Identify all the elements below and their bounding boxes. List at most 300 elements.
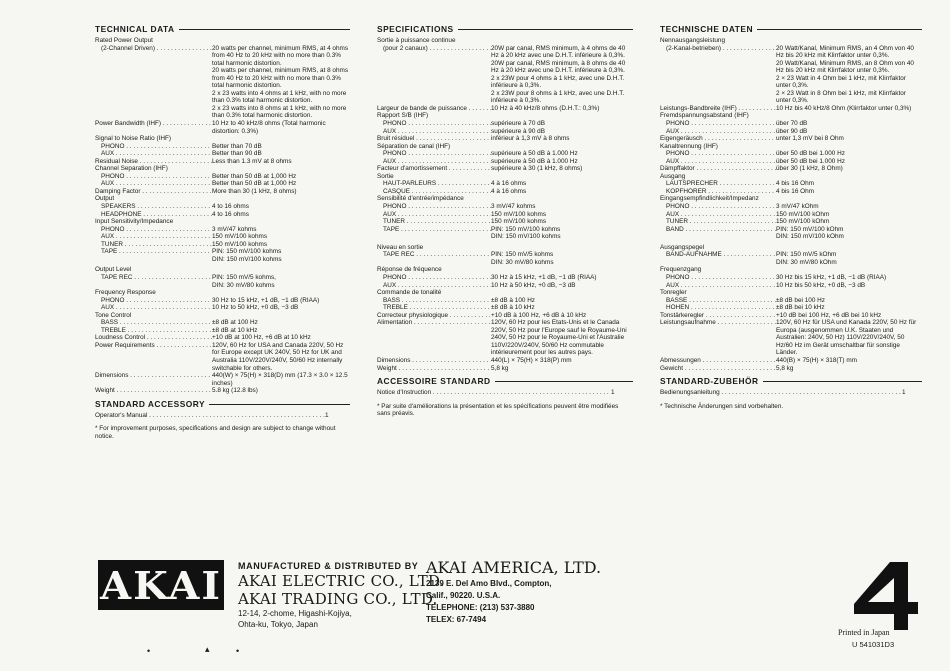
section-title: TECHNISCHE DATEN bbox=[660, 24, 922, 35]
spec-label: Séparation de canal (IHF) bbox=[377, 142, 451, 150]
company-electric: AKAI ELECTRIC CO., LTD. bbox=[238, 572, 445, 590]
spec-row bbox=[660, 274, 922, 282]
spec-label: TAPE REC . . . bbox=[95, 274, 212, 282]
spec-row bbox=[377, 319, 633, 357]
spec-label: BASS . . . bbox=[377, 297, 491, 305]
spec-value: 5,8 kg bbox=[491, 364, 509, 372]
registration-mark: ▴ bbox=[205, 644, 210, 654]
spec-row bbox=[660, 105, 922, 113]
spec-label bbox=[660, 60, 776, 75]
spec-row bbox=[95, 150, 350, 158]
spec-row bbox=[377, 251, 633, 259]
spec-list bbox=[377, 37, 633, 372]
spec-label bbox=[95, 90, 212, 105]
spec-label: AUX . . . bbox=[377, 128, 491, 136]
spec-label bbox=[660, 75, 776, 90]
spec-value: DIN: 150 mV/100 kohms bbox=[491, 233, 561, 241]
spec-value: 120V, 60 Hz für USA und Kanada 220V, 50 Hz für Europa (ausgenommen U.K. Staaten und Australien: 240V, 50 Hz) 110V/220V/240V, 50 Hz/60 Hz im Gerät umschaltbar für sonstige Länder. bbox=[776, 319, 917, 357]
spec-list bbox=[660, 37, 922, 372]
spec-value: 150 mV/100 kOhm bbox=[776, 218, 830, 226]
spec-row bbox=[95, 342, 350, 372]
spec-value bbox=[212, 195, 350, 203]
spec-label: AUX . . . bbox=[377, 158, 491, 166]
spec-value bbox=[491, 289, 633, 297]
spec-label: AUX . . . bbox=[95, 150, 212, 158]
america-address-2: Calif., 90220. U.S.A. bbox=[426, 591, 501, 600]
spec-label: Facteur d'amortissement . . . bbox=[377, 165, 491, 173]
spec-value: ±8 dB à 100 Hz bbox=[491, 296, 536, 304]
specifications-column bbox=[377, 24, 633, 418]
spec-value: DIN: 150 mV/100 kohms bbox=[212, 255, 282, 263]
spec-value: 10 Hz to 50 kHz, +0 dB, −3 dB bbox=[212, 304, 299, 312]
spec-row bbox=[377, 37, 633, 45]
spec-label: PHONO . . . bbox=[95, 297, 212, 305]
spec-row bbox=[660, 319, 922, 357]
spec-value: 120V, 60 Hz pour les Etats-Unis et le Canada 220V, 50 Hz pour l'Europe sauf le Royaume-Uni 240V, 50 Hz pour le Royaume-Uni et l'Australie 110V/220V/240V, 50/60 Hz commutable intérieurement pour les autres pays. bbox=[491, 319, 627, 357]
spec-value bbox=[776, 143, 922, 151]
spec-value bbox=[776, 173, 922, 181]
spec-row bbox=[377, 180, 633, 188]
spec-value: 5.8 kg (12.8 lbs) bbox=[212, 387, 258, 395]
spec-label: HAUT-PARLEURS . . . bbox=[377, 180, 491, 188]
spec-value: 150 mV/100 kOhm bbox=[776, 210, 830, 218]
spec-value: Less than 1.3 mV at 8 ohms bbox=[212, 157, 292, 165]
spec-label: Ausgang bbox=[660, 172, 686, 180]
spec-value: Better than 50 dB at 1,000 Hz bbox=[212, 172, 297, 180]
spec-row bbox=[377, 211, 633, 219]
spec-row bbox=[95, 188, 350, 196]
spec-row bbox=[95, 372, 350, 387]
spec-label: Commande de tonalité bbox=[377, 289, 442, 297]
spec-value: 150 mV/100 kohms bbox=[491, 210, 547, 218]
spec-value: 30 Hz to 15 kHz, +1 dB, −1 dB (RIAA) bbox=[212, 296, 320, 304]
spec-label: Weight . . . bbox=[95, 387, 212, 395]
spec-row bbox=[377, 289, 633, 297]
spec-row bbox=[95, 37, 350, 45]
spec-row bbox=[377, 188, 633, 196]
spec-row bbox=[95, 297, 350, 305]
america-telephone: TELEPHONE: (213) 537-3880 bbox=[426, 603, 535, 612]
spec-row bbox=[95, 387, 350, 395]
spec-value: PIN: 150 mV/100 kohms bbox=[212, 248, 282, 256]
spec-label: Correcteur physiologique . . . bbox=[377, 312, 491, 320]
spec-row bbox=[660, 165, 922, 173]
spec-row bbox=[95, 312, 350, 320]
spec-row bbox=[377, 112, 633, 120]
accessory-qty: 1 bbox=[611, 389, 615, 397]
printed-in-japan: Printed in Japan bbox=[838, 628, 890, 637]
spec-row bbox=[377, 158, 633, 166]
spec-label: BAND . . . bbox=[660, 226, 776, 234]
manufactured-by: MANUFACTURED & DISTRIBUTED BY bbox=[238, 561, 419, 571]
spec-label: TAPE . . . bbox=[377, 226, 491, 234]
spec-row bbox=[660, 188, 922, 196]
spec-label: Frequency Response bbox=[95, 289, 156, 297]
spec-value bbox=[491, 195, 633, 203]
spec-row bbox=[377, 173, 633, 181]
spec-label: Ausgangspegel bbox=[660, 243, 705, 251]
standard-accessory-title: ACCESSOIRE STANDARD bbox=[377, 376, 633, 387]
spec-value: PIN: 150 mV/5 kohms bbox=[491, 251, 554, 259]
spec-row bbox=[95, 289, 350, 297]
spec-value: 10 Hz bis 50 kHz, +0 dB, −3 dB bbox=[776, 281, 866, 289]
spec-value bbox=[776, 195, 922, 203]
spec-value: 440(B) × 75(H) × 318(T) mm bbox=[776, 356, 857, 364]
spec-row bbox=[660, 45, 922, 60]
section-title: TECHNICAL DATA bbox=[95, 24, 350, 35]
accessory-qty: 1 bbox=[325, 411, 329, 419]
spec-label: CASQUE . . . bbox=[377, 188, 491, 196]
spec-row bbox=[95, 90, 350, 105]
spec-label: TUNER . . . bbox=[95, 241, 212, 249]
spec-row bbox=[660, 128, 922, 136]
spec-row bbox=[660, 211, 922, 219]
spec-row bbox=[95, 218, 350, 226]
spec-value: PIN: 150 mV/5 kohms, bbox=[212, 273, 276, 281]
technische-daten-column bbox=[660, 24, 922, 410]
spec-value: ±8 dB at 10 kHz bbox=[212, 326, 258, 334]
spec-label: Sortie bbox=[377, 172, 394, 180]
address-line-2: Ohta-ku, Tokyo, Japan bbox=[238, 620, 318, 629]
spec-label: TUNER . . . bbox=[660, 218, 776, 226]
spec-label bbox=[377, 75, 491, 90]
spec-label: TUNER . . . bbox=[377, 218, 491, 226]
spec-value bbox=[212, 135, 350, 143]
spec-label: Tone Control bbox=[95, 311, 132, 319]
spec-row bbox=[660, 143, 922, 151]
spec-value: 4 à 16 ohms bbox=[491, 180, 527, 188]
spec-value bbox=[212, 289, 350, 297]
spec-row bbox=[660, 112, 922, 120]
spec-label: Alimentation . . . bbox=[377, 319, 491, 357]
spec-label: LAUTSPRECHER . . . bbox=[660, 180, 776, 188]
spec-row bbox=[95, 327, 350, 335]
spec-label: PHONO . . . bbox=[377, 203, 491, 211]
spec-row bbox=[95, 158, 350, 166]
spec-list bbox=[95, 37, 350, 395]
company-trading: AKAI TRADING CO., LTD. bbox=[238, 590, 438, 608]
spec-label: Fremdspannungsabstand (IHF) bbox=[660, 112, 749, 120]
spec-row bbox=[377, 135, 633, 143]
spec-label: Tonstärkeregler . . . bbox=[660, 312, 776, 320]
spec-row bbox=[660, 226, 922, 234]
spec-value bbox=[491, 173, 633, 181]
spec-value: +10 dB bei 100 Hz, +6 dB bei 10 kHz bbox=[776, 311, 882, 319]
page-number-graphic bbox=[850, 560, 922, 632]
spec-label: TREBLE . . . bbox=[95, 327, 212, 335]
spec-label: Niveau en sortie bbox=[377, 243, 424, 251]
spec-row bbox=[660, 218, 922, 226]
spec-row bbox=[95, 266, 350, 274]
spec-row bbox=[660, 233, 922, 241]
spec-value: 10 Hz à 50 kHz, +0 dB, −3 dB bbox=[491, 281, 576, 289]
spec-row bbox=[95, 319, 350, 327]
spec-label: BASS . . . bbox=[95, 319, 212, 327]
spec-value bbox=[491, 37, 633, 45]
spec-row bbox=[660, 195, 922, 203]
spec-label: Bruit résiduel . . . bbox=[377, 135, 491, 143]
spec-label: Largeur de bande de puissance . . . bbox=[377, 105, 491, 113]
akai-america: AKAI AMERICA, LTD. bbox=[426, 558, 602, 577]
spec-value: ±8 dB bei 10 kHz bbox=[776, 304, 825, 312]
spec-label: Abmessungen . . . bbox=[660, 357, 776, 365]
spec-row bbox=[95, 233, 350, 241]
spec-label: Dimensions . . . bbox=[95, 372, 212, 387]
spec-value bbox=[776, 289, 922, 297]
spec-label: BAND-AUFNAHME . . . bbox=[660, 251, 776, 259]
spec-value bbox=[212, 165, 350, 173]
spec-row bbox=[95, 165, 350, 173]
spec-row bbox=[377, 357, 633, 365]
spec-label: PHONO . . . bbox=[377, 274, 491, 282]
spec-label: Signal to Noise Ratio (IHF) bbox=[95, 135, 172, 143]
spec-row bbox=[660, 37, 922, 45]
spec-value: PIN: 150 mV/100 kohms bbox=[491, 225, 561, 233]
registration-mark: • bbox=[147, 646, 151, 656]
accessory-label: Operator's Manual . . . bbox=[95, 412, 325, 420]
spec-value: Better than 70 dB bbox=[212, 142, 262, 150]
spec-row bbox=[660, 120, 922, 128]
spec-value: 20 Watt/Kanal, Minimum RMS, an 4 Ohm von 40 Hz bis 20 kHz mit Klirrfaktor unter 0,3%. bbox=[776, 44, 914, 60]
spec-row bbox=[660, 282, 922, 290]
accessory-row bbox=[377, 389, 633, 397]
spec-label bbox=[95, 105, 212, 120]
spec-label bbox=[95, 256, 212, 264]
technical-data-column bbox=[95, 24, 350, 440]
spec-label: AUX . . . bbox=[660, 128, 776, 136]
spec-label: Leistungsaufnahme . . . bbox=[660, 319, 776, 357]
spec-label: Frequenzgang bbox=[660, 266, 702, 274]
spec-value: +10 dB à 100 Hz, +6 dB à 10 kHz bbox=[491, 311, 587, 319]
spec-row bbox=[95, 67, 350, 90]
spec-row bbox=[377, 266, 633, 274]
footnote: * For improvement purposes, specifications and design are subject to change without notice. bbox=[95, 425, 336, 440]
spec-label: PHONO . . . bbox=[377, 150, 491, 158]
spec-row bbox=[377, 105, 633, 113]
america-address-1: 2139 E. Del Amo Blvd., Compton, bbox=[426, 579, 552, 588]
spec-label: Input Sensitivity/Impedance bbox=[95, 218, 174, 226]
spec-value: +10 dB at 100 Hz, +6 dB at 10 kHz bbox=[212, 334, 311, 342]
spec-value: 30 Hz bis 15 kHz, +1 dB, −1 dB (RIAA) bbox=[776, 273, 887, 281]
spec-value bbox=[212, 37, 350, 45]
spec-row bbox=[95, 135, 350, 143]
spec-value bbox=[776, 37, 922, 45]
spec-label: AUX . . . bbox=[95, 233, 212, 241]
spec-value bbox=[491, 266, 633, 274]
spec-label: TREBLE . . . bbox=[377, 304, 491, 312]
spec-value: Better than 90 dB bbox=[212, 150, 262, 158]
accessory-row bbox=[95, 412, 350, 420]
spec-value: More than 30 (1 kHz, 8 ohms) bbox=[212, 187, 297, 195]
spec-row bbox=[95, 256, 350, 264]
spec-value: 2 × 23 Watt in 4 Ohm bei 1 kHz, mit Klirrfaktor unter 0,3%. bbox=[776, 74, 906, 90]
spec-value: 3 mV/47 kohms bbox=[212, 225, 257, 233]
spec-row bbox=[660, 312, 922, 320]
spec-row bbox=[377, 60, 633, 75]
spec-value: DIN: 30 mV/80 kohms bbox=[212, 281, 275, 289]
spec-value: 3 mV/47 kOhm bbox=[776, 203, 819, 211]
registration-mark: • bbox=[236, 646, 240, 656]
spec-value: 20 watts per channel, minimum RMS, at 4 ohms from 40 Hz to 20 kHz with no more than 0.3% total harmonic distortion. bbox=[212, 44, 349, 67]
spec-value bbox=[491, 112, 633, 120]
spec-label: Kanaltrennung (IHF) bbox=[660, 142, 718, 150]
spec-row bbox=[660, 297, 922, 305]
spec-label: Output bbox=[95, 195, 115, 203]
accessory-qty: 1 bbox=[902, 389, 906, 397]
logo-text: AKAI bbox=[99, 562, 223, 608]
spec-label: AUX . . . bbox=[660, 282, 776, 290]
spec-value: ±8 dB at 100 Hz bbox=[212, 319, 258, 327]
spec-value: 5,8 kg bbox=[776, 364, 794, 372]
spec-label: AUX . . . bbox=[660, 158, 776, 166]
spec-label bbox=[377, 233, 491, 241]
spec-label: Gewicht . . . bbox=[660, 365, 776, 373]
spec-label: Output Level bbox=[95, 266, 132, 274]
spec-label: AUX . . . bbox=[660, 211, 776, 219]
spec-row bbox=[95, 226, 350, 234]
spec-row bbox=[377, 120, 633, 128]
spec-label: Dämpffaktor . . . bbox=[660, 165, 776, 173]
spec-value: über 70 dB bbox=[776, 120, 808, 128]
spec-row bbox=[377, 365, 633, 373]
spec-label: (pour 2 canaux) . . . bbox=[377, 45, 491, 60]
address-line-1: 12-14, 2-chome, Higashi-Kojiya, bbox=[238, 609, 352, 618]
spec-label: Nennausgangsleistung bbox=[660, 37, 726, 44]
spec-row bbox=[95, 241, 350, 249]
spec-label bbox=[95, 282, 212, 290]
spec-value: supérieure à 70 dB bbox=[491, 120, 546, 128]
spec-label bbox=[377, 90, 491, 105]
spec-label: PHONO . . . bbox=[377, 120, 491, 128]
spec-row bbox=[377, 297, 633, 305]
spec-value: DIN: 30 mV/80 kOhm bbox=[776, 258, 837, 266]
spec-value: 2 x 23W pour 4 ohms à 1 kHz, avec une D.H.T. inférieure à 0,3%. bbox=[491, 74, 625, 90]
spec-value bbox=[776, 266, 922, 274]
spec-row bbox=[377, 218, 633, 226]
spec-label: (2-Channel Driven) . . . bbox=[95, 45, 212, 68]
spec-value: 150 mV/100 kohms bbox=[491, 218, 547, 226]
spec-row bbox=[377, 203, 633, 211]
spec-value: ±8 dB bei 100 Hz bbox=[776, 296, 825, 304]
spec-label: PHONO . . . bbox=[660, 120, 776, 128]
spec-label: Loudness Control . . . bbox=[95, 334, 212, 342]
spec-row bbox=[377, 90, 633, 105]
spec-label bbox=[95, 67, 212, 90]
spec-value: 10 Hz bis 40 kHz/8 Ohm (Klirrfaktor unter 0,3%) bbox=[776, 104, 912, 112]
spec-row bbox=[377, 304, 633, 312]
accessory-label: Notice d'Instruction . . . bbox=[377, 389, 611, 397]
spec-row bbox=[660, 289, 922, 297]
spec-value: supérieure à 90 dB bbox=[491, 127, 546, 135]
spec-label: PHONO . . . bbox=[95, 226, 212, 234]
spec-row bbox=[95, 173, 350, 181]
spec-label bbox=[377, 60, 491, 75]
spec-row bbox=[377, 244, 633, 252]
spec-row bbox=[95, 282, 350, 290]
akai-logo bbox=[98, 560, 224, 610]
spec-label: Channel Separation (IHF) bbox=[95, 165, 168, 173]
spec-row bbox=[377, 45, 633, 60]
spec-value bbox=[776, 112, 922, 120]
spec-row bbox=[660, 259, 922, 267]
spec-label: BÄSSE . . . bbox=[660, 297, 776, 305]
spec-value: 20W par canal, RMS minimum, à 4 ohms de 40 Hz à 20 kHz avec une D.H.T. inférieure à 0,3%. bbox=[491, 44, 626, 60]
spec-row bbox=[660, 357, 922, 365]
spec-value: inférieur à 1,3 mV à 8 ohms bbox=[491, 135, 570, 143]
spec-value: 4 to 16 ohms bbox=[212, 203, 249, 211]
spec-row bbox=[660, 90, 922, 105]
spec-row bbox=[95, 143, 350, 151]
spec-label: Power Requirements . . . bbox=[95, 342, 212, 372]
spec-row bbox=[660, 150, 922, 158]
spec-value: 2 × 23 Watt in 8 Ohm bei 1 kHz, mit Klirrfaktor unter 0,3%. bbox=[776, 89, 906, 105]
spec-label: Rated Power Output bbox=[95, 37, 153, 44]
spec-label: Sensibilité d'entrée/impédance bbox=[377, 195, 464, 203]
spec-label: Rapport S/B (IHF) bbox=[377, 112, 429, 120]
spec-label: Dimensions . . . bbox=[377, 357, 491, 365]
spec-label bbox=[377, 259, 491, 267]
standard-accessory-title: STANDARD-ZUBEHÖR bbox=[660, 376, 922, 387]
spec-label: Eigengeräusch . . . bbox=[660, 135, 776, 143]
spec-row bbox=[377, 274, 633, 282]
spec-row bbox=[95, 304, 350, 312]
spec-row bbox=[660, 180, 922, 188]
spec-value: 10 Hz to 40 kHz/8 ohms (Total harmonic distortion: 0.3%) bbox=[212, 120, 326, 135]
spec-row bbox=[660, 251, 922, 259]
spec-value: 4 à 16 ohms bbox=[491, 187, 527, 195]
spec-row bbox=[660, 75, 922, 90]
spec-label: PHONO . . . bbox=[660, 150, 776, 158]
spec-row bbox=[95, 195, 350, 203]
spec-value bbox=[776, 244, 922, 252]
document-code: U 541031D3 bbox=[852, 640, 895, 649]
spec-value: 4 bis 16 Ohm bbox=[776, 187, 815, 195]
spec-row bbox=[377, 259, 633, 267]
spec-row bbox=[660, 60, 922, 75]
spec-value: über 50 dB bei 1.000 Hz bbox=[776, 157, 845, 165]
spec-label: PHONO . . . bbox=[95, 173, 212, 181]
spec-row bbox=[660, 304, 922, 312]
spec-row bbox=[660, 203, 922, 211]
spec-row bbox=[660, 365, 922, 373]
spec-value bbox=[212, 266, 350, 274]
spec-value: 120V, 60 Hz for USA and Canada 220V, 50 Hz for Europe except UK 240V, 50 Hz for UK and Australia 110V/220V/240V, 50/60 Hz internally switchable for others. bbox=[212, 341, 344, 372]
spec-row bbox=[95, 203, 350, 211]
spec-value: 20 Watt/Kanal, Minimum RMS, an 8 Ohm von 40 Hz bis 20 kHz mit Klirrfaktor unter 0,3%. bbox=[776, 59, 914, 75]
spec-value bbox=[212, 312, 350, 320]
spec-value: DIN: 30 mV/80 kohms bbox=[491, 258, 554, 266]
page-number: 4 bbox=[886, 626, 887, 627]
spec-value: PIN: 150 mV/5 kOhm bbox=[776, 251, 837, 259]
spec-row bbox=[95, 180, 350, 188]
accessory-row bbox=[660, 389, 922, 397]
spec-value: 440(W) × 75(H) × 318(D) mm (17.3 × 3.0 × 12.5 inches) bbox=[212, 372, 348, 387]
spec-value: über 30 (1 kHz, 8 Ohm) bbox=[776, 165, 843, 173]
spec-label: HÖHEN . . . bbox=[660, 304, 776, 312]
spec-row bbox=[95, 274, 350, 282]
spec-label: Eingangsempfindlichkeit/Impedanz bbox=[660, 195, 759, 203]
spec-row bbox=[377, 226, 633, 234]
spec-row bbox=[377, 150, 633, 158]
spec-value: unter 1,3 mV bei 8 Ohm bbox=[776, 135, 844, 143]
spec-row bbox=[95, 334, 350, 342]
spec-label: KOPFHÖRER . . . bbox=[660, 188, 776, 196]
spec-value: 10 Hz à 40 kHz/8 ohms (D.H.T.: 0,3%) bbox=[491, 104, 600, 112]
accessory-label: Bedienungsanleitung . . . bbox=[660, 389, 902, 397]
spec-label: AUX . . . bbox=[377, 282, 491, 290]
spec-label: Leistungs-Bandbreite (IHF) . . . bbox=[660, 105, 776, 113]
spec-value: 440(L) × 75(H) × 318(P) mm bbox=[491, 356, 572, 364]
